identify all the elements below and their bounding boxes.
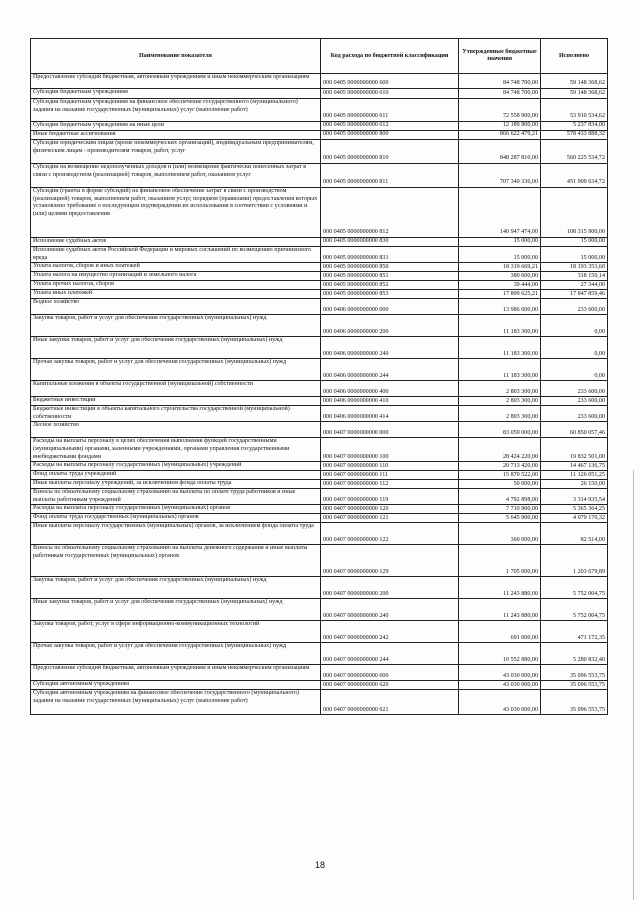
table-row bbox=[31, 681, 608, 690]
row-executed: 14 467 136,75 bbox=[541, 462, 608, 471]
row-executed: 0,00 bbox=[541, 315, 608, 337]
row-name: Водное хозяйство bbox=[31, 299, 321, 315]
row-code: 000 0407 0000000000 200 bbox=[321, 577, 459, 599]
row-approved: 691 000,00 bbox=[459, 621, 541, 643]
row-code: 000 0407 0000000000 110 bbox=[321, 462, 459, 471]
row-name: Иные выплаты персоналу учреждений, за исключением фонда оплаты труда bbox=[31, 480, 321, 489]
row-approved: 11 243 880,00 bbox=[459, 599, 541, 621]
row-approved: 10 552 880,00 bbox=[459, 643, 541, 665]
table-row bbox=[31, 665, 608, 681]
row-executed: 233 600,00 bbox=[541, 381, 608, 397]
row-executed: 0,00 bbox=[541, 359, 608, 381]
row-code: 000 0405 0000000000 850 bbox=[321, 263, 459, 272]
row-approved: 84 748 700,00 bbox=[459, 89, 541, 99]
row-code: 000 0406 0000000000 400 bbox=[321, 381, 459, 397]
table-row bbox=[31, 690, 608, 715]
row-code: 000 0407 0000000000 112 bbox=[321, 480, 459, 489]
row-approved: 20 713 420,00 bbox=[459, 462, 541, 471]
row-name: Иные закупки товаров, работ и услуг для обеспечения государственных (муниципальных) нужд bbox=[31, 337, 321, 359]
row-executed: 5 237 834,00 bbox=[541, 122, 608, 131]
table-row bbox=[31, 290, 608, 299]
row-approved: 1 705 000,00 bbox=[459, 545, 541, 577]
row-approved: 866 622 479,21 bbox=[459, 131, 541, 140]
table-row bbox=[31, 337, 608, 359]
table-row bbox=[31, 140, 608, 164]
table-row bbox=[31, 422, 608, 438]
row-approved: 13 986 600,00 bbox=[459, 299, 541, 315]
row-approved: 15 000,00 bbox=[459, 238, 541, 247]
row-code: 000 0405 0000000000 853 bbox=[321, 290, 459, 299]
row-code: 000 0407 0000000000 244 bbox=[321, 643, 459, 665]
row-approved: 11 243 880,00 bbox=[459, 577, 541, 599]
row-code: 000 0407 0000000000 119 bbox=[321, 489, 459, 505]
row-name: Фонд оплаты труда государственных (муниципальных) органов bbox=[31, 514, 321, 523]
row-executed: 35 096 553,75 bbox=[541, 665, 608, 681]
table-row bbox=[31, 545, 608, 577]
row-approved: 11 183 300,00 bbox=[459, 337, 541, 359]
row-executed: 59 148 368,62 bbox=[541, 74, 608, 89]
row-name: Иные закупки товаров, работ и услуг для обеспечения государственных (муниципальных) нужд bbox=[31, 599, 321, 621]
row-code: 000 0407 0000000000 129 bbox=[321, 545, 459, 577]
row-approved: 12 189 800,00 bbox=[459, 122, 541, 131]
row-executed: 17 847 859,46 bbox=[541, 290, 608, 299]
table-row bbox=[31, 471, 608, 480]
row-code: 000 0405 0000000000 851 bbox=[321, 272, 459, 281]
row-approved: 15 870 522,00 bbox=[459, 471, 541, 480]
row-name: Бюджетные инвестиции в объекты капитального строительства государственной (муниципальной) собственности bbox=[31, 406, 321, 422]
row-code: 000 0405 0000000000 610 bbox=[321, 89, 459, 99]
table-row bbox=[31, 263, 608, 272]
table-row bbox=[31, 462, 608, 471]
row-code: 000 0406 0000000000 200 bbox=[321, 315, 459, 337]
row-name: Капитальные вложения в объекты государственной (муниципальной) собственности bbox=[31, 381, 321, 397]
row-approved: 2 803 300,00 bbox=[459, 397, 541, 406]
row-name: Субсидии бюджетным учреждениям bbox=[31, 89, 321, 99]
row-executed: 26 150,00 bbox=[541, 480, 608, 489]
row-name: Закупка товаров, работ, услуг в сфере информационно-коммуникационных технологий bbox=[31, 621, 321, 643]
row-name: Уплата иных платежей bbox=[31, 290, 321, 299]
row-name: Уплата налога на имущество организаций и земельного налога bbox=[31, 272, 321, 281]
row-name: Бюджетные инвестиции bbox=[31, 397, 321, 406]
row-code: 000 0406 0000000000 000 bbox=[321, 299, 459, 315]
row-code: 000 0407 0000000000 600 bbox=[321, 665, 459, 681]
row-approved: 2 803 300,00 bbox=[459, 381, 541, 397]
row-code: 000 0406 0000000000 410 bbox=[321, 397, 459, 406]
table-row bbox=[31, 514, 608, 523]
table-row bbox=[31, 438, 608, 462]
row-code: 000 0406 0000000000 414 bbox=[321, 406, 459, 422]
row-approved: 707 340 336,00 bbox=[459, 164, 541, 188]
row-executed: 35 096 553,75 bbox=[541, 681, 608, 690]
table-row bbox=[31, 505, 608, 514]
row-name: Лесное хозяйство bbox=[31, 422, 321, 438]
table-row bbox=[31, 247, 608, 263]
row-code: 000 0406 0000000000 244 bbox=[321, 359, 459, 381]
header-executed: Исполнено bbox=[541, 39, 608, 74]
row-name: Фонд оплаты труда учреждений bbox=[31, 471, 321, 480]
row-name: Закупка товаров, работ и услуг для обеспечения государственных (муниципальных) нужд bbox=[31, 315, 321, 337]
row-name: Предоставление субсидий бюджетным, автономным учреждениям и иным некоммерческим организациям bbox=[31, 665, 321, 681]
row-name: Взносы по обязательному социальному страхованию на выплаты денежного содержания и иные выплаты работникам государственных (муниципальных) органов bbox=[31, 545, 321, 577]
table-row bbox=[31, 489, 608, 505]
row-approved: 15 000,00 bbox=[459, 247, 541, 263]
table-row bbox=[31, 131, 608, 140]
row-code: 000 0407 0000000000 120 bbox=[321, 505, 459, 514]
table-body bbox=[31, 74, 608, 715]
row-executed: 108 315 900,00 bbox=[541, 188, 608, 238]
row-executed: 27 344,00 bbox=[541, 281, 608, 290]
row-executed: 82 514,00 bbox=[541, 523, 608, 545]
row-code: 000 0405 0000000000 830 bbox=[321, 238, 459, 247]
row-executed: 15 000,00 bbox=[541, 238, 608, 247]
table-row bbox=[31, 89, 608, 99]
row-approved: 17 899 625,21 bbox=[459, 290, 541, 299]
row-approved: 84 748 700,00 bbox=[459, 74, 541, 89]
row-executed: 233 600,00 bbox=[541, 397, 608, 406]
table-row bbox=[31, 621, 608, 643]
row-code: 000 0405 0000000000 812 bbox=[321, 188, 459, 238]
row-executed: 4 079 170,32 bbox=[541, 514, 608, 523]
row-code: 000 0407 0000000000 240 bbox=[321, 599, 459, 621]
row-code: 000 0405 0000000000 831 bbox=[321, 247, 459, 263]
row-approved: 11 183 300,00 bbox=[459, 315, 541, 337]
row-name: Субсидии бюджетным учреждениям на иные цели bbox=[31, 122, 321, 131]
row-executed: 5 280 832,40 bbox=[541, 643, 608, 665]
table-row bbox=[31, 299, 608, 315]
header-approved: Утвержденные бюджетные значения bbox=[459, 39, 541, 74]
row-executed: 578 433 888,32 bbox=[541, 131, 608, 140]
row-name: Прочая закупка товаров, работ и услуг для обеспечения государственных (муниципальных) нужд bbox=[31, 359, 321, 381]
page-edge-line bbox=[633, 470, 634, 900]
row-name: Субсидии на возмещение недополученных доходов и (или) возмещение фактически понесенных затрат в связи с производством (реализацией) товаров, выполнением работ, оказанием услуг bbox=[31, 164, 321, 188]
table-row bbox=[31, 188, 608, 238]
row-approved: 72 558 900,00 bbox=[459, 99, 541, 122]
table-row bbox=[31, 643, 608, 665]
table-row bbox=[31, 122, 608, 131]
row-executed: 1 203 679,89 bbox=[541, 545, 608, 577]
row-name: Исполнение судебных актов bbox=[31, 238, 321, 247]
row-name: Уплата налогов, сборов и иных платежей bbox=[31, 263, 321, 272]
row-approved: 2 803 300,00 bbox=[459, 406, 541, 422]
row-executed: 53 910 534,62 bbox=[541, 99, 608, 122]
row-approved: 28 424 220,00 bbox=[459, 438, 541, 462]
row-code: 000 0407 0000000000 000 bbox=[321, 422, 459, 438]
table-header-row bbox=[31, 39, 608, 74]
row-name: Уплата прочих налогов, сборов bbox=[31, 281, 321, 290]
row-executed: 15 000,00 bbox=[541, 247, 608, 263]
row-approved: 43 030 000,00 bbox=[459, 681, 541, 690]
row-name: Предоставление субсидий бюджетным, автономным учреждениям и иным некоммерческим организациям bbox=[31, 74, 321, 89]
table-row bbox=[31, 480, 608, 489]
row-name: Субсидии (гранты в форме субсидий) на финансовое обеспечение затрат в связи с производством (реализацией) товаров, выполнением работ, оказанием услуг, порядком (правилами) предоставления которых установлено требование о последующем подтверждении их использования в соответствии с условиями и (или) целями предоставления bbox=[31, 188, 321, 238]
table-row bbox=[31, 74, 608, 89]
table-row bbox=[31, 577, 608, 599]
header-code: Код расхода по бюджетной классификации bbox=[321, 39, 459, 74]
row-executed: 0,00 bbox=[541, 337, 608, 359]
row-name: Прочая закупка товаров, работ и услуг для обеспечения государственных (муниципальных) нужд bbox=[31, 643, 321, 665]
row-name: Закупка товаров, работ и услуг для обеспечения государственных (муниципальных) нужд bbox=[31, 577, 321, 599]
row-code: 000 0405 0000000000 612 bbox=[321, 122, 459, 131]
row-approved: 360 000,00 bbox=[459, 523, 541, 545]
row-name: Субсидии автономным учреждениям на финансовое обеспечение государственного (муниципального) задания на оказание государственных (муниципальных) услуг (выполнение работ) bbox=[31, 690, 321, 715]
table-row bbox=[31, 523, 608, 545]
page-number: 18 bbox=[314, 860, 325, 870]
row-name: Иные бюджетные ассигнования bbox=[31, 131, 321, 140]
row-approved: 848 287 810,00 bbox=[459, 140, 541, 164]
row-code: 000 0405 0000000000 810 bbox=[321, 140, 459, 164]
table-row bbox=[31, 272, 608, 281]
row-code: 000 0407 0000000000 621 bbox=[321, 690, 459, 715]
row-executed: 35 096 553,75 bbox=[541, 690, 608, 715]
row-executed: 18 193 353,60 bbox=[541, 263, 608, 272]
row-name: Расходы на выплаты персоналу в целях обеспечения выполнения функций государственными (муниципальными) органами, казенными учреждениями, органами управления государственными внебюджетными фондами bbox=[31, 438, 321, 462]
row-approved: 39 444,00 bbox=[459, 281, 541, 290]
row-name: Расходы на выплаты персоналу государственных (муниципальных) органов bbox=[31, 505, 321, 514]
row-code: 000 0407 0000000000 111 bbox=[321, 471, 459, 480]
row-code: 000 0407 0000000000 122 bbox=[321, 523, 459, 545]
table-row bbox=[31, 406, 608, 422]
row-approved: 43 030 000,00 bbox=[459, 665, 541, 681]
row-code: 000 0407 0000000000 620 bbox=[321, 681, 459, 690]
table-row bbox=[31, 599, 608, 621]
row-approved: 5 645 900,00 bbox=[459, 514, 541, 523]
row-name: Исполнение судебных актов Российской Федерации и мировых соглашений по возмещению причиненного вреда bbox=[31, 247, 321, 263]
table-row bbox=[31, 381, 608, 397]
row-executed: 59 148 368,62 bbox=[541, 89, 608, 99]
row-code: 000 0405 0000000000 800 bbox=[321, 131, 459, 140]
row-code: 000 0407 0000000000 121 bbox=[321, 514, 459, 523]
row-executed: 19 832 501,00 bbox=[541, 438, 608, 462]
row-executed: 471 172,35 bbox=[541, 621, 608, 643]
row-executed: 60 850 057,46 bbox=[541, 422, 608, 438]
row-name: Иные выплаты персоналу государственных (муниципальных) органов, за исключением фонда оплаты труда bbox=[31, 523, 321, 545]
row-name: Субсидии юридическим лицам (кроме некоммерческих организаций), индивидуальным предпринимателям, физическим лицам - производителям товаров, работ, услуг bbox=[31, 140, 321, 164]
budget-table bbox=[30, 38, 608, 715]
row-code: 000 0405 0000000000 811 bbox=[321, 164, 459, 188]
table-row bbox=[31, 99, 608, 122]
row-code: 000 0407 0000000000 242 bbox=[321, 621, 459, 643]
row-code: 000 0405 0000000000 611 bbox=[321, 99, 459, 122]
table-row bbox=[31, 238, 608, 247]
row-code: 000 0406 0000000000 240 bbox=[321, 337, 459, 359]
row-executed: 11 126 051,25 bbox=[541, 471, 608, 480]
row-executed: 233 600,00 bbox=[541, 406, 608, 422]
row-approved: 50 000,00 bbox=[459, 480, 541, 489]
row-executed: 5 752 004,75 bbox=[541, 577, 608, 599]
table-row bbox=[31, 359, 608, 381]
table-row bbox=[31, 397, 608, 406]
row-executed: 3 314 935,54 bbox=[541, 489, 608, 505]
row-executed: 560 225 534,72 bbox=[541, 140, 608, 164]
row-approved: 4 792 898,00 bbox=[459, 489, 541, 505]
row-approved: 11 183 300,00 bbox=[459, 359, 541, 381]
row-code: 000 0407 0000000000 100 bbox=[321, 438, 459, 462]
row-name: Субсидии автономным учреждениям bbox=[31, 681, 321, 690]
row-executed: 318 150,14 bbox=[541, 272, 608, 281]
table-row bbox=[31, 281, 608, 290]
header-name: Наименование показателя bbox=[31, 39, 321, 74]
row-name: Взносы по обязательному социальному страхованию на выплаты по оплате труда работников и иные выплаты работникам учреждений bbox=[31, 489, 321, 505]
row-approved: 18 319 669,21 bbox=[459, 263, 541, 272]
row-approved: 83 059 000,00 bbox=[459, 422, 541, 438]
row-approved: 140 947 474,00 bbox=[459, 188, 541, 238]
row-name: Расходы на выплаты персоналу государственных (муниципальных) учреждений bbox=[31, 462, 321, 471]
row-executed: 451 909 634,72 bbox=[541, 164, 608, 188]
table-row bbox=[31, 164, 608, 188]
row-approved: 380 600,00 bbox=[459, 272, 541, 281]
row-code: 000 0405 0000000000 852 bbox=[321, 281, 459, 290]
row-executed: 233 600,00 bbox=[541, 299, 608, 315]
row-code: 000 0405 0000000000 600 bbox=[321, 74, 459, 89]
row-executed: 5 752 004,75 bbox=[541, 599, 608, 621]
row-approved: 7 710 900,00 bbox=[459, 505, 541, 514]
row-name: Субсидии бюджетным учреждениям на финансовое обеспечение государственного (муниципального) задания на оказание государственных (муниципальных) услуг (выполнение работ) bbox=[31, 99, 321, 122]
row-approved: 43 030 000,00 bbox=[459, 690, 541, 715]
table-row bbox=[31, 315, 608, 337]
row-executed: 5 365 364,25 bbox=[541, 505, 608, 514]
